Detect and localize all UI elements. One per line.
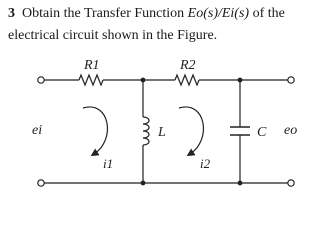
- terminal-input-top: [38, 77, 44, 83]
- terminal-output-top: [288, 77, 294, 83]
- terminal-input-bottom: [38, 180, 44, 186]
- terminal-output-bottom: [288, 180, 294, 186]
- junction-dot-top-left: [141, 78, 146, 83]
- inductor-l: [143, 117, 149, 145]
- transfer-function-expression: Eo(s)/Ei(s): [187, 6, 250, 21]
- label-eo: eo: [284, 123, 298, 138]
- junction-dot-top-right: [238, 78, 243, 83]
- label-i2: i2: [200, 156, 211, 171]
- junction-dot-bottom-left: [141, 181, 146, 186]
- loop-current-i2-arrow: [179, 107, 203, 154]
- resistor-r1: [79, 75, 103, 85]
- loop-current-i1-arrow: [83, 107, 107, 154]
- label-r1: R1: [84, 58, 100, 73]
- label-ei: ei: [32, 123, 43, 138]
- problem-number: 3: [8, 6, 15, 21]
- problem-text-after: of the electrical circuit shown in the Figure.: [8, 6, 285, 43]
- problem-text-before: Obtain the Transfer Function: [22, 6, 188, 21]
- resistor-r2: [175, 75, 199, 85]
- junction-dot-bottom-right: [238, 181, 243, 186]
- label-l: L: [158, 125, 166, 140]
- label-c: C: [257, 125, 267, 140]
- label-i1: i1: [103, 156, 114, 171]
- label-r2: R2: [180, 58, 196, 73]
